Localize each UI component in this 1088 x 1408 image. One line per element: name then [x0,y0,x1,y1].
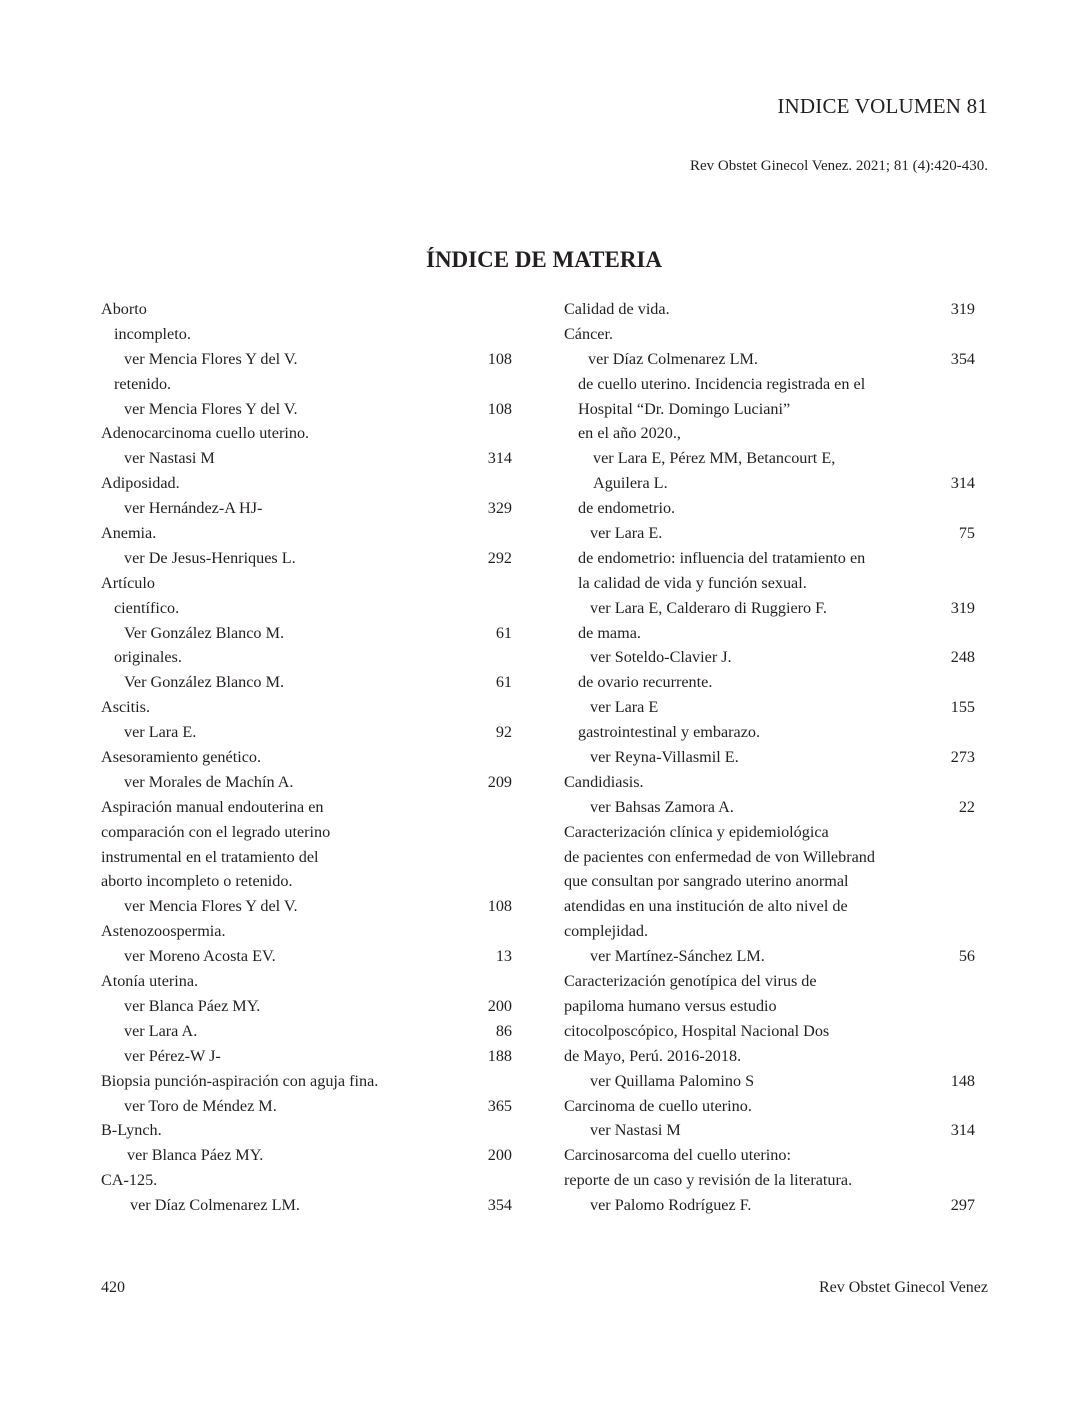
index-entry-text: ver Mencia Flores Y del V. [124,399,298,418]
index-entry [564,770,975,795]
index-entry-page: 61 [495,673,512,692]
index-entry-text: Calidad de vida. [564,300,670,318]
index-entry-text: ver Bahsas Zamora A. [590,797,734,816]
index-entry [101,745,512,770]
index-entry-page: 314 [950,474,975,493]
index-entry-text: Hospital “Dr. Domingo Luciani” [578,399,791,418]
index-entry-text: Ver González Blanco M. [124,673,285,692]
index-entry [101,347,512,372]
index-entry [101,944,512,969]
index-entry-text: en el año 2020., [578,424,681,443]
index-entry [564,596,975,621]
index-entry [564,421,975,446]
index-entry-page: 86 [495,1021,512,1040]
index-entry-text: ver Hernández-A HJ- [124,499,263,518]
index-entry [101,695,512,720]
index-entry-text: citocolposcópico, Hospital Nacional Dos [564,1021,830,1040]
index-entry [564,795,975,820]
index-entry-text: ver Blanca Páez MY. [124,996,261,1015]
index-entry [101,446,512,471]
index-entry-page: 188 [487,1046,512,1065]
index-entry-text: ver De Jesus-Henriques L. [124,548,296,567]
index-entry-text: atendidas en una institución de alto nivel de [564,897,848,916]
index-entry-page: 314 [487,449,512,468]
index-entry-text: ver Reyna-Villasmil E. [590,748,739,767]
index-entry-text: Asesoramiento genético. [101,748,262,767]
index-entry [564,496,975,521]
index-entry-text: Atonía uterina. [101,972,199,991]
index-entry-page: 56 [958,947,975,966]
index-entry [101,820,512,845]
index-entry-text: retenido. [114,374,172,393]
index-entry [564,446,975,471]
index-entry [564,471,975,496]
index-entry [564,994,975,1019]
index-entry [101,1044,512,1069]
index-entry-page: 329 [487,499,512,518]
index-entry [101,869,512,894]
index-entry [564,1019,975,1044]
index-entry-text: Artículo [101,573,155,592]
index-entry-text: ver Mencia Flores Y del V. [124,349,298,368]
index-entry-text: aborto incompleto o retenido. [101,872,293,891]
index-entry [564,546,975,571]
index-entry-text: ver Díaz Colmenarez LM. [130,1196,300,1215]
index-entry-text: ver Nastasi M [124,449,215,468]
index-entry [564,745,975,770]
index-entry [101,969,512,994]
index-entry-page: 365 [487,1096,512,1115]
index-entry [564,621,975,646]
index-column-left [101,297,512,1218]
index-entry-text: Caracterización genotípica del virus de [564,972,817,991]
index-entry [564,1118,975,1143]
index-entry-text: originales. [114,648,182,667]
index-entry-text: ver Morales de Machín A. [124,772,294,791]
index-entry [101,1069,512,1094]
index-entry-text: ver Lara E [590,698,659,717]
index-entry [564,894,975,919]
index-entry-text: Ver González Blanco M. [124,623,285,642]
index-entry-text: ver Díaz Colmenarez LM. [588,349,758,368]
index-entry-page: 292 [487,548,512,567]
index-entry-page: 297 [950,1196,975,1215]
index-entry-text: ver Mencia Flores Y del V. [124,897,298,916]
journal-citation: Rev Obstet Ginecol Venez. 2021; 81 (4):420-430. [689,158,988,174]
index-entry [101,1019,512,1044]
index-entry-text: Aborto [101,300,147,318]
index-entry-text: de endometrio. [578,499,676,518]
index-entry [101,770,512,795]
index-entry-page: 200 [487,1146,512,1165]
index-entry [101,1193,512,1218]
index-entry [564,1193,975,1218]
index-entry-text: Adenocarcinoma cuello uterino. [101,424,310,443]
index-entry-text: científico. [114,598,180,617]
index-entry-text: reporte de un caso y revisión de la literatura. [564,1171,853,1190]
index-entry-text: Caracterización clínica y epidemiológica [564,822,829,841]
index-entry [101,994,512,1019]
index-entry [101,795,512,820]
index-entry-text: Carcinosarcoma del cuello uterino: [564,1146,791,1165]
index-entry [564,297,975,322]
index-entry [564,521,975,546]
index-entry-text: ver Martínez-Sánchez LM. [590,947,765,966]
index-entry-text: gastrointestinal y embarazo. [578,723,761,742]
index-entry [101,894,512,919]
index-entry [101,621,512,646]
index-entry [101,1118,512,1143]
index-entry-page: 354 [950,349,975,368]
index-entry-page: 75 [958,524,975,543]
index-entry-text: de ovario recurrente. [578,673,713,692]
index-entry-text: ver Soteldo-Clavier J. [590,648,732,667]
index-entry [564,397,975,422]
index-entry-text: Ascitis. [101,698,151,717]
index-entry [564,695,975,720]
index-entry-text: de cuello uterino. Incidencia registrada en el [578,374,866,393]
index-entry [101,596,512,621]
index-entry-text: ver Nastasi M [590,1121,681,1140]
index-entry [564,1044,975,1069]
index-entry [101,297,512,322]
index-entry-text: papiloma humano versus estudio [564,996,777,1015]
index-entry-text: ver Lara A. [124,1021,198,1040]
index-entry-text: Astenozoospermia. [101,922,226,941]
index-entry-text: Carcinoma de cuello uterino. [564,1096,752,1115]
index-entry [101,1094,512,1119]
index-entry [564,1094,975,1119]
index-entry [564,670,975,695]
index-entry [101,571,512,596]
index-entry-text: Cáncer. [564,324,613,343]
index-entry-text: Adiposidad. [101,474,180,493]
index-entry-text: de mama. [578,623,641,642]
index-entry-page: 61 [495,623,512,642]
index-entry [101,845,512,870]
index-entry-text: ver Moreno Acosta EV. [124,947,276,966]
index-entry-page: 209 [487,772,512,791]
index-entry-text: la calidad de vida y función sexual. [578,573,807,592]
index-entry-text: ver Toro de Méndez M. [124,1096,277,1115]
index-entry-text: ver Lara E. [590,524,663,543]
index-entry-page: 92 [495,723,512,742]
index-entry-text: de pacientes con enfermedad de von Willebrand [564,847,875,866]
index-entry [564,571,975,596]
index-entry [564,645,975,670]
index-entry-text: Biopsia punción-aspiración con aguja fina. [101,1071,379,1090]
index-entry [564,845,975,870]
index-entry [564,820,975,845]
page-title: ÍNDICE DE MATERIA [426,247,662,273]
index-entry-text: Anemia. [101,524,157,543]
index-entry [101,421,512,446]
index-entry [101,1143,512,1168]
index-entry [564,372,975,397]
index-entry [564,969,975,994]
index-entry [101,1168,512,1193]
index-entry [564,1069,975,1094]
index-entry-page: 108 [487,897,512,916]
index-entry-page: 273 [950,748,975,767]
index-entry-text: que consultan por sangrado uterino anormal [564,872,849,891]
index-entry-text: incompleto. [114,324,191,343]
index-entry-text: ver Quillama Palomino S [590,1071,755,1090]
index-entry [101,919,512,944]
index-entry-text: ver Lara E. [124,723,197,742]
index-entry-page: 319 [950,300,975,318]
index-entry [101,720,512,745]
page-number: 420 [101,1279,125,1296]
index-entry-text: de Mayo, Perú. 2016-2018. [564,1046,742,1065]
index-entry-text: ver Palomo Rodríguez F. [590,1196,752,1215]
index-entry [564,347,975,372]
index-entry-page: 108 [487,349,512,368]
index-entry-text: CA-125. [101,1171,158,1190]
index-entry-page: 200 [487,996,512,1015]
index-entry [101,496,512,521]
index-entry-text: instrumental en el tratamiento del [101,847,319,866]
index-entry-text: Aspiración manual endouterina en [101,797,324,816]
index-entry-text: Candidiasis. [564,772,644,791]
footer-journal-name: Rev Obstet Ginecol Venez [819,1279,988,1296]
index-entry [101,521,512,546]
index-entry [101,670,512,695]
index-entry-page: 13 [495,947,512,966]
index-entry-page: 22 [958,797,975,816]
index-entry-text: ver Lara E, Calderaro di Ruggiero F. [590,598,827,617]
index-entry-page: 354 [487,1196,512,1215]
index-entry-text: B-Lynch. [101,1121,162,1140]
index-entry-page: 108 [487,399,512,418]
index-entry-page: 155 [950,698,975,717]
index-entry-text: Aguilera L. [593,474,668,493]
index-entry [101,322,512,347]
index-entry [101,471,512,496]
index-entry-page: 248 [950,648,975,667]
index-entry [101,397,512,422]
index-entry-text: comparación con el legrado uterino [101,822,331,841]
index-entry [564,944,975,969]
index-entry-text: de endometrio: influencia del tratamiento en [578,548,866,567]
index-entry [564,919,975,944]
index-entry [564,322,975,347]
index-entry-text: ver Pérez-W J- [124,1046,221,1065]
index-entry [101,546,512,571]
index-entry-text: ver Blanca Páez MY. [127,1146,264,1165]
index-entry-page: 319 [950,598,975,617]
index-entry [101,372,512,397]
index-entry [564,1168,975,1193]
running-head: INDICE VOLUMEN 81 [777,94,988,118]
index-entry [564,1143,975,1168]
index-entry [564,869,975,894]
index-column-right [564,297,975,1218]
index-entry-page: 314 [950,1121,975,1140]
index-entry [564,720,975,745]
index-entry-page: 148 [950,1071,975,1090]
index-entry-text: complejidad. [564,922,649,941]
index-entry [101,645,512,670]
index-entry-text: ver Lara E, Pérez MM, Betancourt E, [593,449,836,468]
